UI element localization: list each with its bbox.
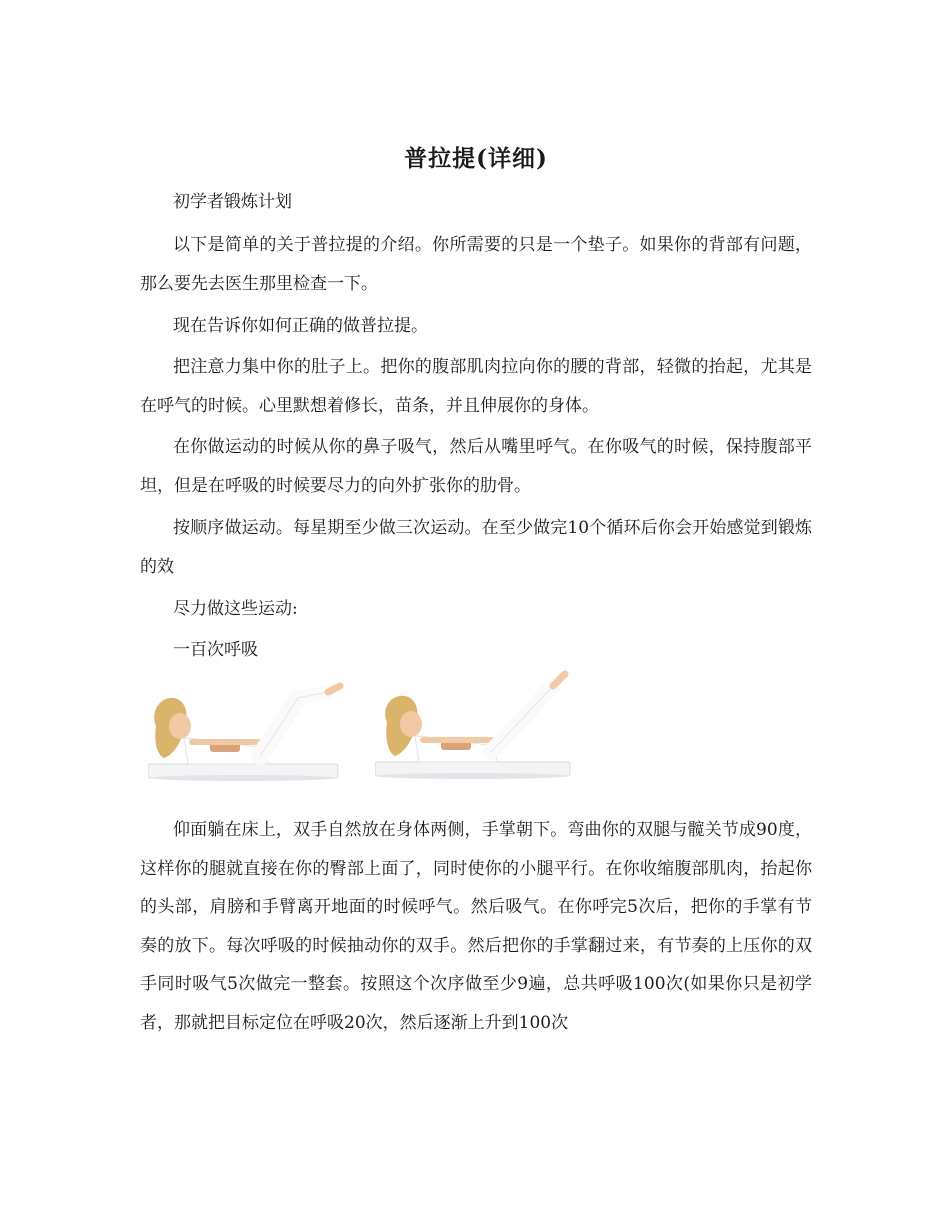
exercise-figure [140,668,812,793]
paragraph-sequence: 按顺序做运动。每星期至少做三次运动。在至少做完10个循环后你会开始感觉到锻炼的效 [140,518,812,577]
paragraph-exercises-list: 尽力做这些运动: [173,599,298,619]
pilates-hundred-pose-1-image [148,668,344,788]
paragraph-breathing: 在你做运动的时候从你的鼻子吸气，然后从嘴里呼气。在你吸气的时候，保持腹部平坦，但是在呼吸的时候要尽力的向外扩张你的肋骨。 [140,437,812,496]
pilates-hundred-pose-2-image [375,668,575,788]
paragraph-intro: 以下是简单的关于普拉提的介绍。你所需要的只是一个垫子。如果你的背部有问题，那么要先去医生那里检查一下。 [140,235,812,294]
paragraph-hundred-heading: 一百次呼吸 [173,640,258,660]
paragraph-hundred-instructions: 仰面躺在床上，双手自然放在身体两侧，手掌朝下。弯曲你的双腿与髋关节成90度，这样你的腿就直接在你的臀部上面了，同时使你的小腿平行。在你收缩腹部肌肉，抬起你的头部，肩膀和手臂离开地面的时候呼气。然后吸气。在你呼完5次后，把你的手掌有节奏的放下。每次呼吸的时候抽动你的双手。然后把你的手掌翻过来，有节奏的上压你的双手同时吸气5次做完一整套。按照这个次序做至少9遍，总共呼吸100次(如果你只是初学者，那就把目标定位在呼吸20次，然后逐渐上升到100次 [140,820,812,1033]
paragraph-beginner-plan: 初学者锻炼计划 [173,192,292,212]
paragraph-how-to: 现在告诉你如何正确的做普拉提。 [173,316,428,336]
paragraph-focus-abdomen: 把注意力集中你的肚子上。把你的腹部肌肉拉向你的腰的背部，轻微的抬起，尤其是在呼气的时候。心里默想着修长，苗条，并且伸展你的身体。 [140,357,812,416]
document-title: 普拉提(详细) [404,145,548,172]
